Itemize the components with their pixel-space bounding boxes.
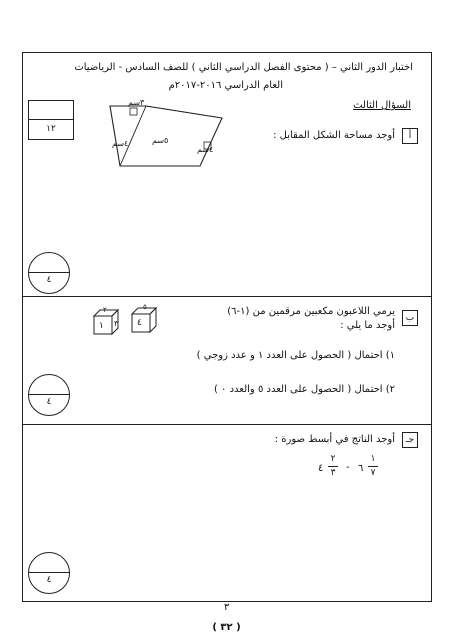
exam-header-line1: اختبار الدور الثاني – ( محتوى الفصل الدراسي الثاني ) للصف السادس - الرياضيات [74,62,413,73]
question-c-score-circle [28,552,70,594]
divider [22,424,432,425]
mixed2-denominator: ٣ [330,468,336,478]
question-a-score-circle [28,252,70,294]
page-number-outer: ( ٣٢ ) [212,622,241,633]
question-b-line2: أوجد ما يلي : [340,320,395,331]
question-b-points: ٤ [46,397,52,407]
figure-label-left: ٤سم [112,139,129,148]
question-b-label: ب [402,310,418,326]
question-a-mark: ١٢ [46,124,56,134]
question-b-line1: يرمي اللاعبون مكعبين مرقمين من (١-٦) [227,306,395,317]
figure-label-top: ٣سم [128,98,145,107]
question-a-text: أوجد مساحة الشكل المقابل : [273,130,395,141]
fraction-bar [368,466,378,467]
question-a-label: أ [402,128,418,144]
question-a-mark-box [28,100,74,140]
page-number-inner: ٣ [223,602,230,613]
figure-label-right: ٤سم [197,145,214,154]
divider [22,296,432,297]
right-angle-marker [130,108,137,115]
question-b-item2: ٢) احتمال ( الحصول على العدد ٥ والعدد ٠ ) [213,384,395,395]
question-c-points: ٤ [46,575,52,585]
fraction-expression [318,454,388,484]
question-c-label: جـ [402,432,418,448]
question-a-points: ٤ [46,275,52,285]
mixed2-numerator: ٢ [330,454,336,464]
cube2-side [150,308,156,332]
mixed1-denominator: ٧ [370,468,376,478]
question-b-score-circle [28,374,70,416]
mixed1-whole: ٦ [358,463,364,474]
question-c-text: أوجد الناتج في أبسط صورة : [274,434,395,445]
fraction-bar [328,466,338,467]
cube1-top-number: ٢ [103,306,107,314]
figure-label-bottom: ٥سم [152,136,169,145]
exam-header-line2: العام الدراسي ٢٠١٦-٢٠١٧م [168,80,283,91]
minus-operator: - [346,462,350,473]
cube2-front-number: ٤ [137,318,142,328]
cube2-top-number: ٥ [143,303,147,311]
section-title: السؤال الثالث [353,100,411,111]
question-b-item1: ١) احتمال ( الحصول على العدد ١ و عدد زوجي ) [196,350,395,361]
mixed2-whole: ٤ [318,463,324,474]
mixed1-numerator: ١ [370,454,376,464]
cube1-front-number: ١ [99,321,104,331]
cube1-side-number: ٣ [114,319,119,328]
